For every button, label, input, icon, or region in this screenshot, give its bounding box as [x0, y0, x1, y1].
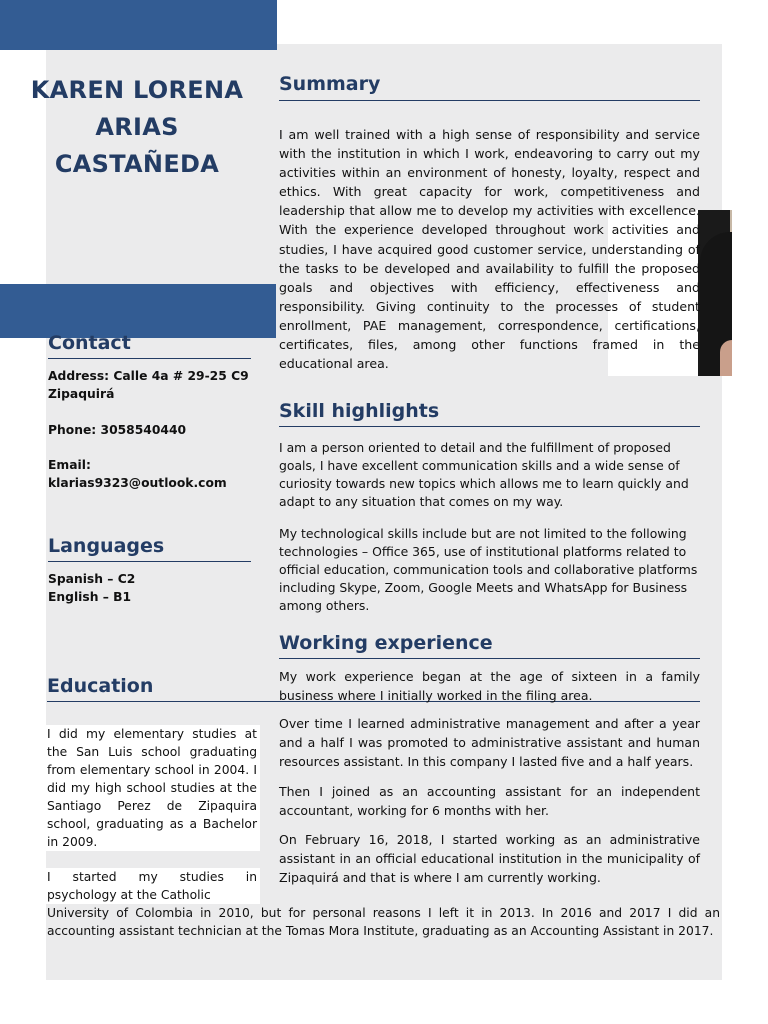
header-accent-bar	[0, 0, 277, 50]
experience-paragraph-3: Then I joined as an accounting assistant for an independent accountant, working for 6 months with her.	[279, 784, 700, 818]
skills-rule	[279, 426, 700, 427]
contact-rule	[48, 358, 251, 359]
languages-list	[48, 570, 258, 606]
name-line-3: CASTAÑEDA	[54, 150, 220, 178]
languages-heading: Languages	[48, 535, 165, 557]
education-paragraph-1: I did my elementary studies at the San Luis school graduating from elementary school in 2004. I did my high school studies at the Santiago Perez de Zipaquira school, graduating as a Bachelor in 2009.	[47, 727, 257, 849]
contact-phone: Phone: 3058540440	[48, 423, 187, 437]
contact-accent-bar	[0, 284, 276, 338]
experience-paragraph-4: On February 16, 2018, I started working as an administrative assistant in an official educational institution in the municipality of Zipaquirá and that is where I am currently working.	[279, 832, 700, 885]
name-line-2: ARIAS	[95, 113, 179, 141]
experience-rule	[279, 658, 700, 659]
summary-heading: Summary	[279, 73, 381, 95]
experience-heading: Working experience	[279, 632, 493, 654]
education-paragraph-2-rest: University of Colombia in 2010, but for personal reasons I left it in 2013. In 2016 and 2017 I did an accounting assistant technician at the Tomas Mora Institute, graduating as an Accounting Assistant in 2017.	[47, 906, 720, 939]
education-heading: Education	[47, 675, 154, 697]
language-item: English – B1	[48, 590, 132, 604]
contact-address: Address: Calle 4a # 29-25 C9 Zipaquirá	[48, 369, 249, 401]
summary-rule	[279, 100, 700, 101]
skills-paragraph-1: I am a person oriented to detail and the fulfillment of proposed goals, I have excellent communication skills and a wide sense of curiosity towards new topics which allows me to learn quickly and adapt to any situation that comes on my way.	[279, 440, 689, 509]
candidate-name	[10, 72, 264, 183]
contact-heading: Contact	[48, 332, 131, 354]
languages-rule	[48, 561, 251, 562]
skills-paragraph-2: My technological skills include but are not limited to the following technologies – Office 365, use of institutional platforms related to official education, communication tools and collaborative platforms including Skype, Zoom, Google Meets and WhatsApp for Business among others.	[279, 526, 698, 613]
education-paragraph-2-start: I started my studies in psychology at the Catholic	[47, 870, 257, 902]
language-item: Spanish – C2	[48, 572, 136, 586]
experience-paragraph-2: Over time I learned administrative management and after a year and a half I was promoted to administrative assistant and human resources assistant. In this company I lasted five and a half years.	[279, 716, 700, 769]
summary-text: I am well trained with a high sense of responsibility and service with the institution in which I work, endeavoring to carry out my activities within an environment of honesty, loyalty, respect and ethics. With great capacity for work, competitiveness and leadership that allow me to develop my activities with excellence. With the experience developed throughout work activities and studies, I have acquired good customer service, understanding of the tasks to be developed and availability to fulfill the proposed goals and objectives with efficiency, effectiveness and responsibility. Giving continuity to the processes of student enrollment, PAE management, correspondence, certifications, certificates, files, among other functions framed in the educational area.	[279, 127, 700, 372]
contact-email-label: Email:	[48, 458, 91, 472]
contact-email-block	[48, 456, 268, 492]
name-line-1: KAREN LORENA	[30, 76, 244, 104]
experience-paragraph-1: My work experience began at the age of sixteen in a family business where I initially worked in the filing area.	[279, 669, 700, 703]
skills-heading: Skill highlights	[279, 400, 440, 422]
contact-email: klarias9323@outlook.com	[48, 476, 227, 490]
